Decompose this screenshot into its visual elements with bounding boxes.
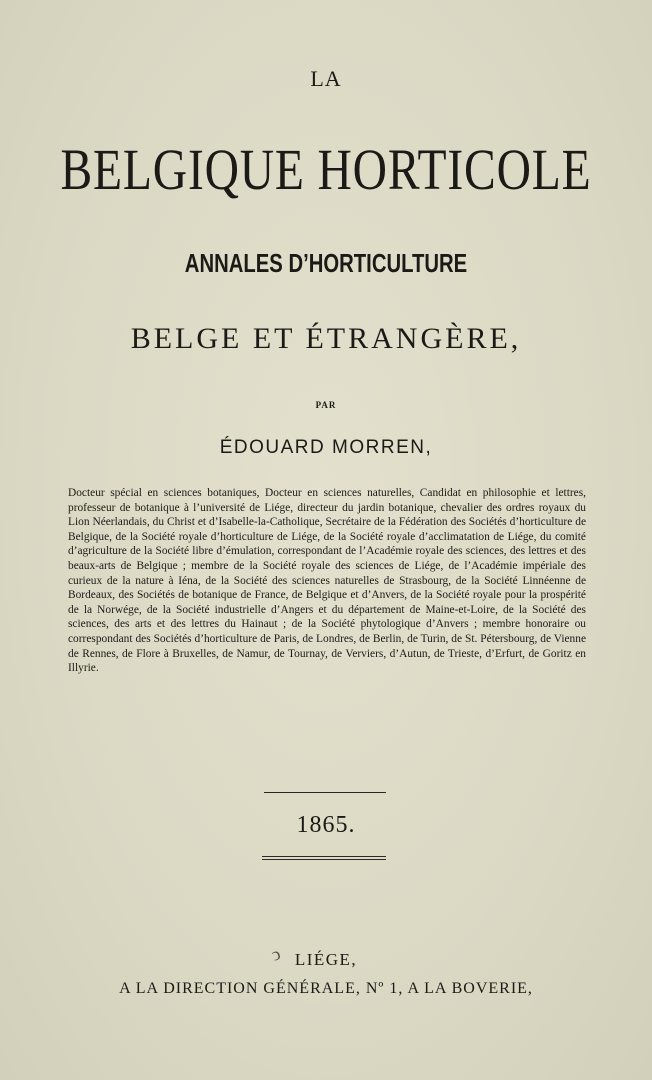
author-name: ÉDOUARD MORREN, xyxy=(219,437,433,458)
subtitle-secondary: BELGE ET ÉTRANGÈRE, xyxy=(130,322,522,355)
publisher-address: A LA DIRECTION GÉNÉRALE, Nº 1, A LA BOVERIE, xyxy=(119,980,533,997)
publication-city: LIÉGE, xyxy=(294,950,358,969)
author-credentials: Docteur spécial en sciences botaniques, Docteur en sciences naturelles, Candidat en philosophie et lettres, professeur de botanique à l’université de Liége, directeur du jardin botanique, chevalier des ordres royaux du Lion Néerlandais, du Christ et d’Isabelle-la-Catholique, Secrétaire de la Fédération des Sociétés d’horticulture de Belgique, de la Société royale d’horticulture de Liége, de la Société royale d’acclimatation de Liége, du comité d’agriculture de la Société libre d’émulation, correspondant de l’Académie royale des sciences, des lettres et des beaux-arts de Belgique ; membre de la Société royale des sciences de Liége, de l’Académie impériale des curieux de la nature à Iéna, de la Société des sciences naturelles de Strasbourg, de la Société Linnéenne de Bordeaux, des Sociétés de botanique de France, de Belgique et d’Anvers, de la Société royale pour la prospérité de la Norwége, de la Société industrielle d’Angers et du département de Maine-et-Loire, de la Société des sciences, des arts et des lettres du Hainaut ; de la Société phytologique d’Anvers ; membre honoraire ou correspondant des Sociétés d’horticulture de Paris, de Londres, de Berlin, de Turin, de St. Pétersbourg, de Vienne de Rennes, de Flore à Bruxelles, de Namur, de Tournay, de Verviers, d’Autun, de Trieste, d’Erfurt, de Goritz en Illyrie. xyxy=(68,487,586,675)
divider-bottom-double xyxy=(262,859,386,860)
publication-year: 1865. xyxy=(296,812,356,838)
subtitle: ANNALES D’HORTICULTURE xyxy=(184,248,468,278)
divider-top xyxy=(264,792,386,793)
divider-bottom xyxy=(262,856,386,857)
title-article: LA xyxy=(310,66,342,91)
by-line: PAR xyxy=(315,400,337,410)
main-title: BELGIQUE HORTICOLE xyxy=(60,137,592,202)
ink-mark-icon: ↄ xyxy=(268,943,284,965)
